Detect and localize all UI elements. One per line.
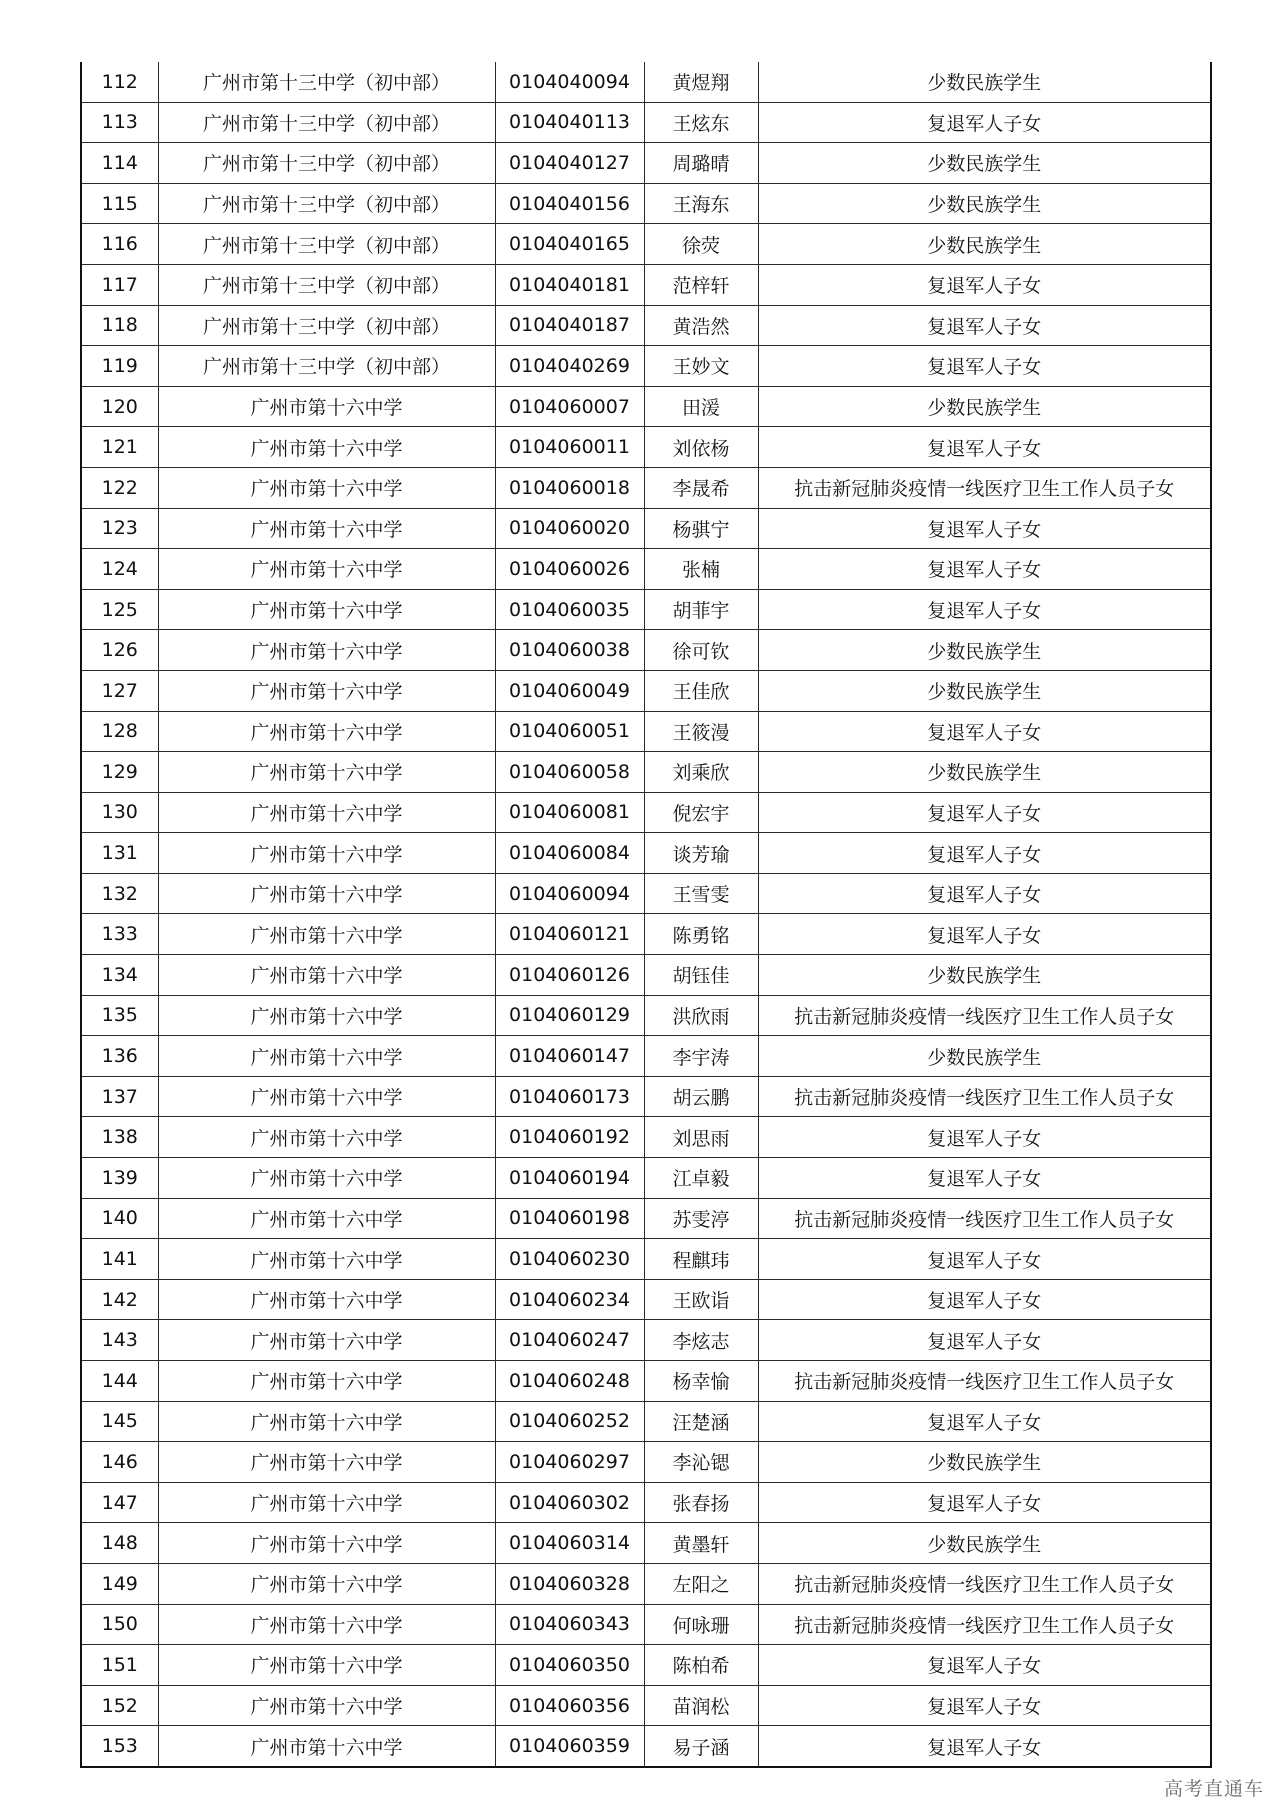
cell-student-id: 0104040165 [495,224,644,265]
cell-school: 广州市第十六中学 [158,1198,495,1239]
cell-student-id: 0104060147 [495,1036,644,1077]
cell-serial-number: 133 [81,914,158,955]
cell-category: 抗击新冠肺炎疫情一线医疗卫生工作人员子女 [758,1604,1211,1645]
cell-school: 广州市第十六中学 [158,1563,495,1604]
cell-student-name: 王海东 [644,183,758,224]
cell-student-name: 张春扬 [644,1482,758,1523]
cell-school: 广州市第十六中学 [158,467,495,508]
cell-school: 广州市第十三中学（初中部） [158,183,495,224]
table-row [81,183,1211,224]
cell-student-name: 周璐晴 [644,143,758,184]
cell-category: 复退军人子女 [758,508,1211,549]
cell-school: 广州市第十六中学 [158,1320,495,1361]
cell-serial-number: 121 [81,427,158,468]
cell-category: 复退军人子女 [758,102,1211,143]
cell-student-id: 0104060297 [495,1442,644,1483]
table-row [81,1198,1211,1239]
cell-category: 复退军人子女 [758,711,1211,752]
table-row [81,1239,1211,1280]
roster-table-body [81,62,1211,1767]
watermark: 高考直通车 [1163,1778,1264,1800]
table-row [81,1117,1211,1158]
cell-category: 抗击新冠肺炎疫情一线医疗卫生工作人员子女 [758,1076,1211,1117]
cell-student-name: 黄浩然 [644,305,758,346]
cell-serial-number: 140 [81,1198,158,1239]
table-row [81,1563,1211,1604]
cell-category: 少数民族学生 [758,630,1211,671]
cell-student-name: 李宇涛 [644,1036,758,1077]
cell-student-name: 刘乘欣 [644,752,758,793]
cell-school: 广州市第十六中学 [158,1036,495,1077]
cell-category: 复退军人子女 [758,1158,1211,1199]
cell-school: 广州市第十六中学 [158,833,495,874]
cell-student-id: 0104060020 [495,508,644,549]
cell-school: 广州市第十六中学 [158,1685,495,1726]
cell-category: 抗击新冠肺炎疫情一线医疗卫生工作人员子女 [758,1361,1211,1402]
cell-student-name: 汪楚涵 [644,1401,758,1442]
table-row [81,102,1211,143]
table-row [81,1401,1211,1442]
cell-school: 广州市第十三中学（初中部） [158,102,495,143]
cell-student-id: 0104060094 [495,873,644,914]
cell-school: 广州市第十六中学 [158,1076,495,1117]
cell-category: 复退军人子女 [758,427,1211,468]
cell-student-id: 0104060328 [495,1563,644,1604]
cell-student-name: 倪宏宇 [644,792,758,833]
cell-serial-number: 132 [81,873,158,914]
cell-student-name: 江卓毅 [644,1158,758,1199]
table-row [81,1726,1211,1767]
cell-category: 少数民族学生 [758,62,1211,102]
cell-school: 广州市第十六中学 [158,508,495,549]
table-row [81,1361,1211,1402]
cell-student-id: 0104060049 [495,670,644,711]
table-row [81,914,1211,955]
cell-student-id: 0104040113 [495,102,644,143]
cell-student-name: 杨幸愉 [644,1361,758,1402]
cell-serial-number: 138 [81,1117,158,1158]
table-row [81,508,1211,549]
cell-student-id: 0104060084 [495,833,644,874]
cell-student-id: 0104060198 [495,1198,644,1239]
cell-serial-number: 113 [81,102,158,143]
cell-student-id: 0104060356 [495,1685,644,1726]
cell-school: 广州市第十三中学（初中部） [158,346,495,387]
cell-student-id: 0104060011 [495,427,644,468]
cell-category: 复退军人子女 [758,264,1211,305]
cell-serial-number: 148 [81,1523,158,1564]
cell-serial-number: 143 [81,1320,158,1361]
cell-serial-number: 134 [81,955,158,996]
cell-student-name: 徐可钦 [644,630,758,671]
cell-student-name: 何咏珊 [644,1604,758,1645]
cell-student-id: 0104060121 [495,914,644,955]
cell-category: 少数民族学生 [758,1523,1211,1564]
cell-school: 广州市第十六中学 [158,1239,495,1280]
cell-serial-number: 124 [81,549,158,590]
cell-category: 复退军人子女 [758,1645,1211,1686]
cell-student-name: 胡钰佳 [644,955,758,996]
cell-student-id: 0104060252 [495,1401,644,1442]
cell-category: 复退军人子女 [758,1117,1211,1158]
cell-student-name: 李晟希 [644,467,758,508]
table-row [81,549,1211,590]
cell-student-id: 0104040094 [495,62,644,102]
cell-student-name: 黄煜翔 [644,62,758,102]
cell-student-name: 王炫东 [644,102,758,143]
cell-serial-number: 116 [81,224,158,265]
cell-serial-number: 130 [81,792,158,833]
cell-category: 复退军人子女 [758,346,1211,387]
cell-student-name: 王雪雯 [644,873,758,914]
cell-serial-number: 152 [81,1685,158,1726]
cell-student-id: 0104060247 [495,1320,644,1361]
cell-school: 广州市第十六中学 [158,589,495,630]
cell-serial-number: 131 [81,833,158,874]
cell-school: 广州市第十六中学 [158,549,495,590]
cell-school: 广州市第十六中学 [158,427,495,468]
table-row [81,873,1211,914]
cell-student-name: 陈勇铭 [644,914,758,955]
table-row [81,1158,1211,1199]
cell-category: 复退军人子女 [758,833,1211,874]
cell-student-id: 0104040181 [495,264,644,305]
cell-student-id: 0104060038 [495,630,644,671]
cell-student-id: 0104040127 [495,143,644,184]
cell-category: 少数民族学生 [758,752,1211,793]
cell-school: 广州市第十六中学 [158,995,495,1036]
cell-serial-number: 119 [81,346,158,387]
cell-serial-number: 147 [81,1482,158,1523]
cell-serial-number: 150 [81,1604,158,1645]
cell-student-id: 0104060248 [495,1361,644,1402]
cell-student-id: 0104040156 [495,183,644,224]
cell-student-name: 胡菲宇 [644,589,758,630]
cell-school: 广州市第十六中学 [158,1442,495,1483]
cell-category: 复退军人子女 [758,549,1211,590]
table-row [81,1442,1211,1483]
table-row [81,346,1211,387]
cell-serial-number: 137 [81,1076,158,1117]
cell-student-id: 0104060173 [495,1076,644,1117]
cell-student-id: 0104060081 [495,792,644,833]
cell-school: 广州市第十六中学 [158,955,495,996]
cell-serial-number: 114 [81,143,158,184]
cell-student-name: 洪欣雨 [644,995,758,1036]
cell-school: 广州市第十六中学 [158,1361,495,1402]
cell-student-name: 苗润松 [644,1685,758,1726]
cell-category: 抗击新冠肺炎疫情一线医疗卫生工作人员子女 [758,995,1211,1036]
cell-school: 广州市第十三中学（初中部） [158,264,495,305]
cell-student-name: 王欧诣 [644,1279,758,1320]
cell-serial-number: 153 [81,1726,158,1767]
cell-student-name: 田湲 [644,386,758,427]
table-row [81,995,1211,1036]
table-row [81,1604,1211,1645]
cell-school: 广州市第十六中学 [158,1158,495,1199]
cell-serial-number: 149 [81,1563,158,1604]
cell-student-id: 0104060051 [495,711,644,752]
cell-category: 复退军人子女 [758,1685,1211,1726]
cell-student-id: 0104040269 [495,346,644,387]
cell-school: 广州市第十六中学 [158,873,495,914]
cell-student-name: 杨骐宁 [644,508,758,549]
cell-student-name: 刘依杨 [644,427,758,468]
cell-category: 抗击新冠肺炎疫情一线医疗卫生工作人员子女 [758,1198,1211,1239]
cell-serial-number: 112 [81,62,158,102]
cell-student-id: 0104060018 [495,467,644,508]
table-row [81,630,1211,671]
cell-category: 少数民族学生 [758,183,1211,224]
cell-student-id: 0104060359 [495,1726,644,1767]
cell-category: 少数民族学生 [758,1036,1211,1077]
cell-category: 复退军人子女 [758,1279,1211,1320]
cell-serial-number: 151 [81,1645,158,1686]
table-row [81,1076,1211,1117]
cell-category: 复退军人子女 [758,1239,1211,1280]
cell-category: 复退军人子女 [758,1320,1211,1361]
cell-serial-number: 141 [81,1239,158,1280]
cell-student-name: 胡云鹏 [644,1076,758,1117]
cell-category: 抗击新冠肺炎疫情一线医疗卫生工作人员子女 [758,1563,1211,1604]
cell-student-name: 左阳之 [644,1563,758,1604]
cell-school: 广州市第十三中学（初中部） [158,143,495,184]
cell-serial-number: 128 [81,711,158,752]
cell-student-name: 黄墨轩 [644,1523,758,1564]
cell-school: 广州市第十六中学 [158,386,495,427]
cell-student-name: 李沁锶 [644,1442,758,1483]
cell-school: 广州市第十三中学（初中部） [158,224,495,265]
table-row [81,955,1211,996]
table-row [81,427,1211,468]
cell-serial-number: 139 [81,1158,158,1199]
cell-category: 少数民族学生 [758,224,1211,265]
cell-student-id: 0104060302 [495,1482,644,1523]
cell-school: 广州市第十六中学 [158,630,495,671]
cell-student-id: 0104060035 [495,589,644,630]
cell-student-id: 0104060194 [495,1158,644,1199]
cell-student-name: 张楠 [644,549,758,590]
cell-serial-number: 123 [81,508,158,549]
cell-category: 复退军人子女 [758,305,1211,346]
cell-serial-number: 145 [81,1401,158,1442]
cell-student-name: 陈柏希 [644,1645,758,1686]
cell-school: 广州市第十六中学 [158,711,495,752]
cell-serial-number: 120 [81,386,158,427]
cell-student-id: 0104060058 [495,752,644,793]
cell-category: 少数民族学生 [758,143,1211,184]
cell-student-id: 0104060314 [495,1523,644,1564]
cell-student-name: 范梓轩 [644,264,758,305]
cell-school: 广州市第十六中学 [158,914,495,955]
cell-category: 复退军人子女 [758,589,1211,630]
cell-student-name: 谈芳瑜 [644,833,758,874]
table-row [81,62,1211,102]
table-row [81,1320,1211,1361]
table-row [81,670,1211,711]
cell-student-name: 易子涵 [644,1726,758,1767]
cell-student-id: 0104060129 [495,995,644,1036]
cell-school: 广州市第十六中学 [158,792,495,833]
cell-serial-number: 125 [81,589,158,630]
cell-student-name: 徐荧 [644,224,758,265]
table-row [81,1279,1211,1320]
table-row [81,1523,1211,1564]
cell-school: 广州市第十六中学 [158,1279,495,1320]
cell-serial-number: 127 [81,670,158,711]
table-row [81,792,1211,833]
cell-school: 广州市第十六中学 [158,670,495,711]
table-row [81,143,1211,184]
cell-serial-number: 115 [81,183,158,224]
cell-school: 广州市第十三中学（初中部） [158,62,495,102]
cell-school: 广州市第十六中学 [158,1604,495,1645]
student-roster-table [80,62,1212,1768]
cell-category: 复退军人子女 [758,914,1211,955]
cell-school: 广州市第十六中学 [158,1726,495,1767]
cell-category: 少数民族学生 [758,386,1211,427]
table-row [81,305,1211,346]
cell-student-name: 程麒玮 [644,1239,758,1280]
cell-serial-number: 135 [81,995,158,1036]
cell-serial-number: 144 [81,1361,158,1402]
cell-student-id: 0104060350 [495,1645,644,1686]
cell-category: 复退军人子女 [758,873,1211,914]
cell-student-id: 0104060007 [495,386,644,427]
cell-student-id: 0104040187 [495,305,644,346]
cell-category: 抗击新冠肺炎疫情一线医疗卫生工作人员子女 [758,467,1211,508]
cell-school: 广州市第十六中学 [158,1645,495,1686]
cell-serial-number: 118 [81,305,158,346]
cell-student-id: 0104060343 [495,1604,644,1645]
cell-category: 复退军人子女 [758,792,1211,833]
cell-school: 广州市第十六中学 [158,752,495,793]
cell-category: 复退军人子女 [758,1726,1211,1767]
cell-student-name: 王妙文 [644,346,758,387]
cell-category: 复退军人子女 [758,1482,1211,1523]
table-row [81,224,1211,265]
table-row [81,1036,1211,1077]
table-row [81,833,1211,874]
cell-category: 复退军人子女 [758,1401,1211,1442]
table-row [81,589,1211,630]
cell-school: 广州市第十六中学 [158,1117,495,1158]
cell-category: 少数民族学生 [758,955,1211,996]
table-row [81,711,1211,752]
cell-serial-number: 117 [81,264,158,305]
cell-student-id: 0104060192 [495,1117,644,1158]
cell-school: 广州市第十六中学 [158,1401,495,1442]
cell-serial-number: 146 [81,1442,158,1483]
cell-student-name: 苏雯渟 [644,1198,758,1239]
table-row [81,752,1211,793]
cell-student-id: 0104060026 [495,549,644,590]
table-row [81,1482,1211,1523]
cell-category: 少数民族学生 [758,670,1211,711]
cell-serial-number: 126 [81,630,158,671]
cell-school: 广州市第十六中学 [158,1482,495,1523]
cell-student-id: 0104060230 [495,1239,644,1280]
table-row [81,1645,1211,1686]
cell-student-id: 0104060126 [495,955,644,996]
cell-student-name: 王筱漫 [644,711,758,752]
cell-student-name: 李炫志 [644,1320,758,1361]
cell-serial-number: 136 [81,1036,158,1077]
cell-serial-number: 142 [81,1279,158,1320]
table-row [81,264,1211,305]
cell-school: 广州市第十三中学（初中部） [158,305,495,346]
cell-serial-number: 129 [81,752,158,793]
table-row [81,386,1211,427]
cell-serial-number: 122 [81,467,158,508]
table-row [81,467,1211,508]
cell-category: 少数民族学生 [758,1442,1211,1483]
cell-school: 广州市第十六中学 [158,1523,495,1564]
cell-student-id: 0104060234 [495,1279,644,1320]
table-row [81,1685,1211,1726]
cell-student-name: 刘思雨 [644,1117,758,1158]
cell-student-name: 王佳欣 [644,670,758,711]
